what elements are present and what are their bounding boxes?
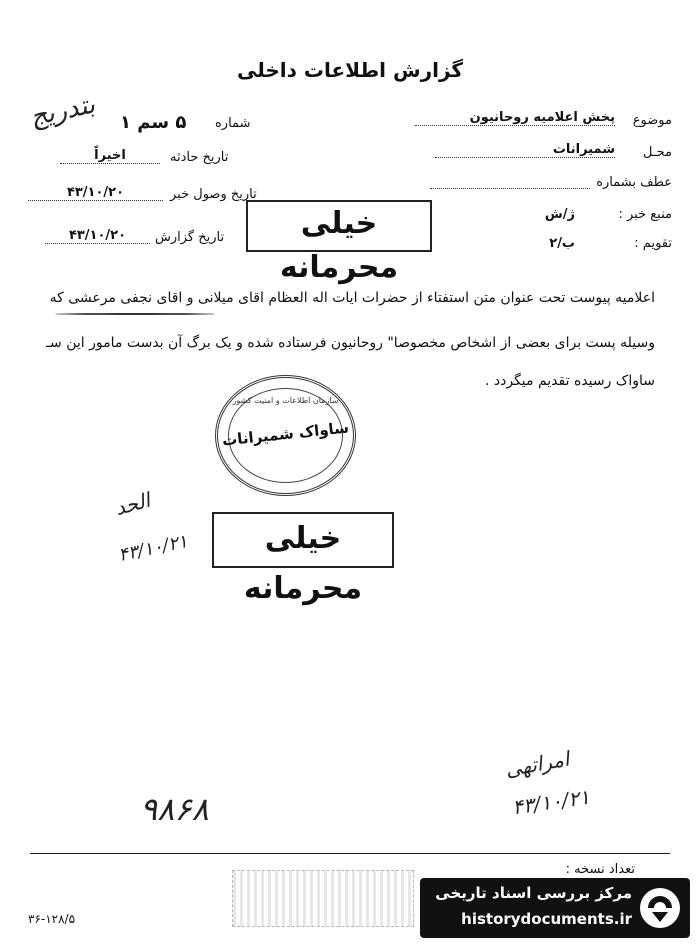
seal-outer-text: سازمان اطلاعات و امنیت کشور <box>232 396 339 405</box>
form-code: ۳۶-۱۲۸/۵ <box>28 912 76 926</box>
receipt-date-label: تاریخ وصول خبر <box>170 187 257 202</box>
body-line-2: وسیله پست برای بعضی از اشخاص مخصوصا" روحانیون فرستاده شده و یک برگ آن بدست مامور این سـ <box>45 335 655 351</box>
watermark-url: historydocuments.ir <box>461 910 632 928</box>
subject-label: موضوع <box>632 113 672 128</box>
bottom-handwritten-number: ۹۸۶۸ <box>140 790 209 828</box>
signature-date: ۴۳/۱۰/۲۱ <box>510 784 592 820</box>
subject-value: پخش اعلامیه روحانیون <box>415 110 615 126</box>
receipt-date-value: ۴۳/۱۰/۲۰ <box>28 185 163 201</box>
reference-field <box>430 188 590 189</box>
classification-stamp: خیلی محرمانه <box>246 200 432 252</box>
handwritten-note-1: الحد <box>112 487 153 521</box>
archive-logo-icon <box>638 886 682 930</box>
handwritten-note-2: ۴۳/۱۰/۲۱ <box>116 530 190 567</box>
footer-divider <box>30 853 670 854</box>
watermark-box <box>420 878 690 938</box>
report-title: گزارش اطلاعات داخلی <box>236 58 464 82</box>
watermark-title: مرکز بررسی اسناد تاریخی <box>435 884 632 902</box>
round-seal <box>215 375 356 496</box>
body-line-1: اعلامیه پیوست تحت عنوان متن استفتاء از حضرات ایات اله العظام اقای میلانی و اقای نجفی مرعشی که <box>49 290 655 306</box>
event-date-value: اخیراً <box>60 148 160 164</box>
report-date-label: تاریخ گزارش <box>155 230 225 245</box>
place-label: محـل <box>642 145 672 160</box>
classification-stamp-bottom: خیلی محرمانه <box>212 512 394 568</box>
handwritten-number: بتدریج <box>27 89 98 133</box>
evaluation-value: ب/۲ <box>549 236 575 251</box>
seal-text: ساواک شمیرانات <box>221 418 350 450</box>
place-value: شمیرانات <box>435 142 615 158</box>
faint-stamp-mark <box>232 870 414 927</box>
event-date-label: تاریخ حادثه <box>170 150 229 165</box>
body-line-3: ساواک رسیده تقدیم میگردد . <box>484 373 655 389</box>
signature-name: امراتهى <box>503 746 571 782</box>
underline-mark <box>55 313 215 315</box>
reference-label: عطف بشماره <box>596 175 672 190</box>
source-value: ژ/ش <box>544 207 575 222</box>
copies-label: تعداد نسخه : <box>565 862 635 877</box>
source-label: منبع خبر : <box>618 207 672 222</box>
report-date-value: ۴۳/۱۰/۲۰ <box>45 228 150 244</box>
evaluation-label: تقویم : <box>634 236 672 251</box>
number-value: ۵ سم ۱ <box>120 112 187 133</box>
number-label: شماره <box>215 116 251 131</box>
